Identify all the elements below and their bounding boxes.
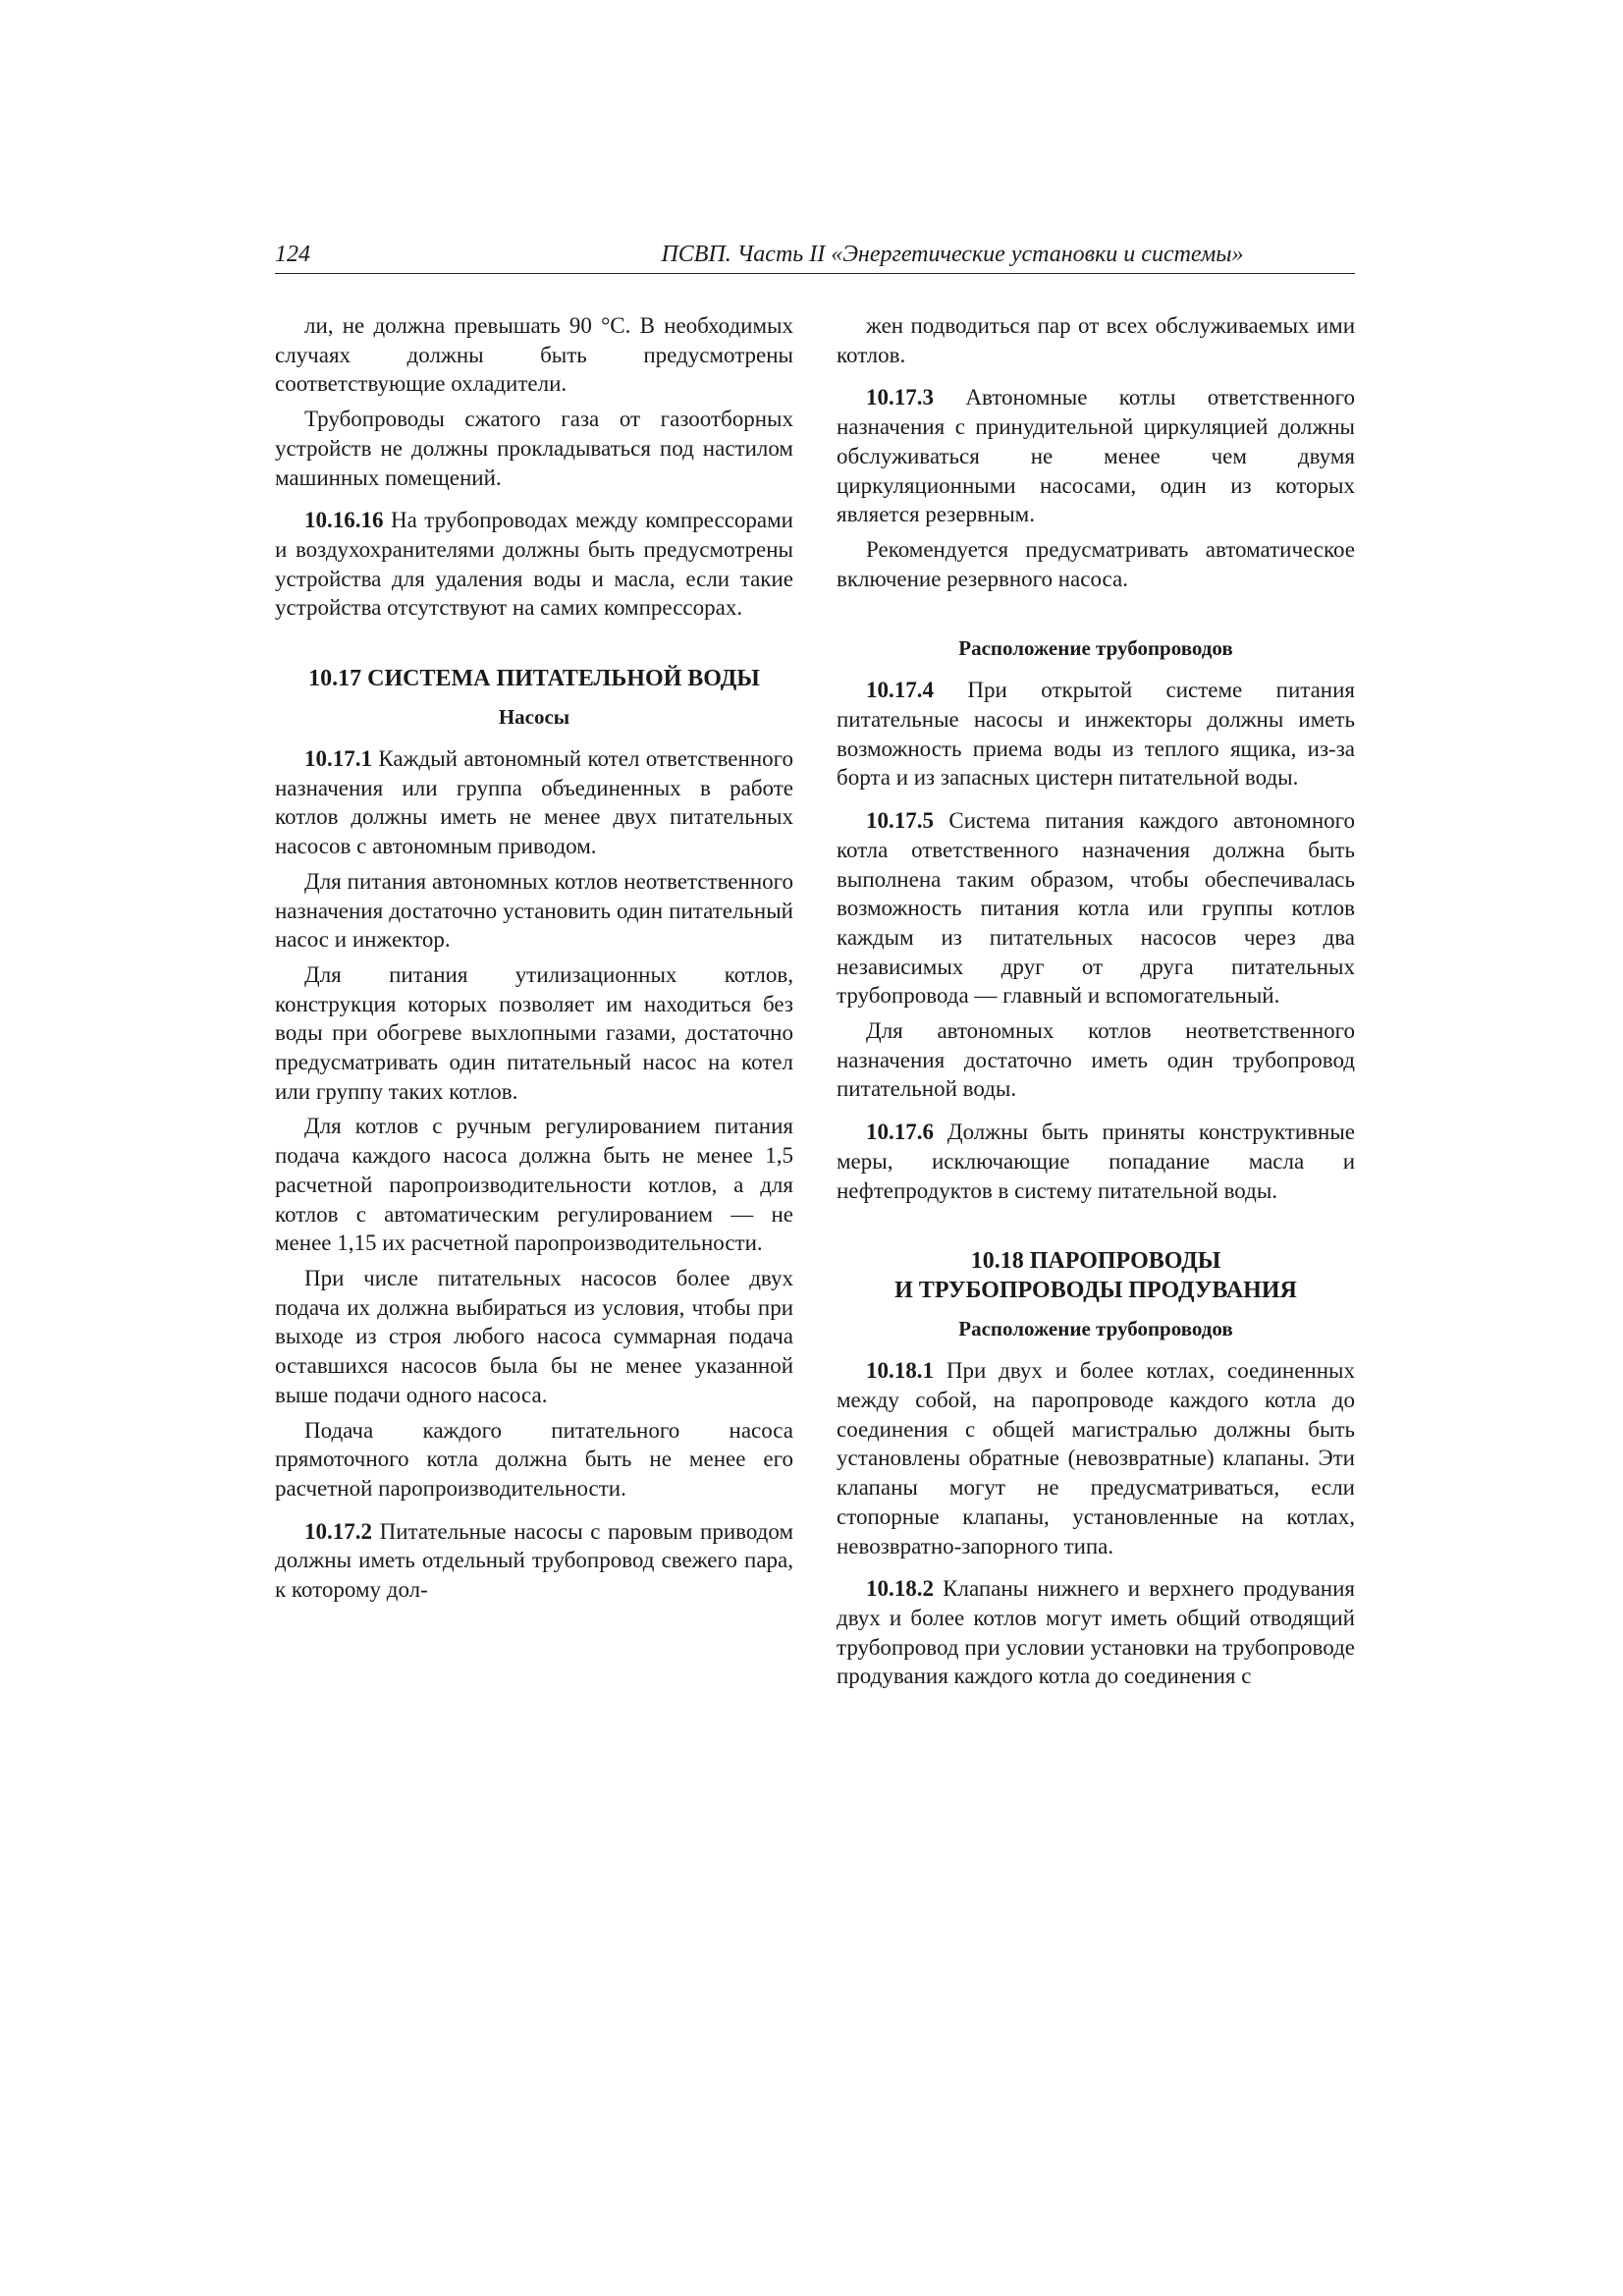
clause-10-17-2 [275, 1517, 793, 1605]
subsection-heading: Расположение трубопроводов [958, 636, 1233, 661]
clause-number: 10.18.2 [866, 1576, 934, 1602]
section-heading: 10.17 СИСТЕМА ПИТАТЕЛЬНОЙ ВОДЫ [308, 666, 760, 692]
subsection-heading: Расположение трубопроводов [958, 1317, 1233, 1341]
clause-10-16-16 [275, 506, 793, 623]
clause-number: 10.18.1 [866, 1358, 934, 1384]
paragraph: При числе питательных насосов более двух подача их должна выбираться из условия, чтобы при выходе из строя любого насоса суммарная подача оставшихся насосов была бы не менее указанной выше подачи одного насоса. [275, 1265, 793, 1407]
clause-text: Система питания каждого автономного котла ответственного назначения должна быть выполнена таким образом, чтобы обеспечивалась возможность питания котла или группы котлов каждым из питательных насосов через два независимых друг от друга питательных трубопровода — главный и вспомогательный. [837, 808, 1355, 1009]
clause-number: 10.17.3 [866, 385, 934, 410]
running-header [275, 242, 1355, 274]
clause-10-18-2 [837, 1574, 1355, 1691]
clause-10-17-5 [837, 806, 1355, 1011]
clause-number: 10.17.5 [866, 808, 934, 834]
page-number: 124 [275, 242, 310, 267]
clause-text: Каждый автономный котел ответственного назначения или группа объединенных в работе котлов должны иметь не менее двух питательных насосов с автономным приводом. [275, 746, 793, 859]
paragraph: Подача каждого питательного насоса прямоточного котла должна быть не менее его расчетной паропроизводительности. [275, 1417, 793, 1501]
paragraph: Для автономных котлов неответственного назначения достаточно иметь один трубопровод питательной воды. [837, 1018, 1355, 1102]
left-column [275, 311, 793, 1611]
clause-number: 10.16.16 [304, 508, 384, 533]
paragraph: Рекомендуется предусматривать автоматическое включение резервного насоса. [837, 536, 1355, 591]
clause-text: Автономные котлы ответственного назначения с принудительной циркуляцией должны обслуживаться не менее чем двумя циркуляционными насосами, один из которых является резервным. [837, 385, 1355, 527]
clause-number: 10.17.2 [304, 1518, 372, 1544]
section-heading [837, 1246, 1355, 1305]
paragraph: Для питания утилизационных котлов, конструкция которых позволяет им находиться без воды при обогреве выхлопными газами, достаточно предусматривать один питательный насос на котел или группу таких котлов. [275, 961, 793, 1104]
paragraph: жен подводиться пар от всех обслуживаемых ими котлов. [837, 313, 1355, 367]
clause-number: 10.17.1 [304, 746, 372, 772]
subsection-heading: Насосы [498, 705, 570, 730]
right-column [837, 311, 1355, 1697]
clause-text: Должны быть приняты конструктивные меры, исключающие попадание масла и нефтепродуктов в систему питательной воды. [837, 1120, 1355, 1203]
clause-10-17-4 [837, 676, 1355, 793]
clause-text: При открытой системе питания питательные насосы и инжекторы должны иметь возможность приема воды из теплого ящика, из-за борта и из запасных цистерн питательной воды. [837, 678, 1355, 791]
clause-text: При двух и более котлах, соединенных между собой, на паропроводе каждого котла до соединения с общей магистралью должны быть установлены обратные (невозвратные) клапаны. Эти клапаны могут не предусматриваться, если стопорные клапаны, установленные на котлах, невозвратно-запорного типа. [837, 1358, 1355, 1558]
clause-number: 10.17.6 [866, 1120, 934, 1145]
clause-10-18-1 [837, 1356, 1355, 1560]
clause-10-17-1 [275, 744, 793, 861]
clause-number: 10.17.4 [866, 678, 934, 703]
clause-text: Клапаны нижнего и верхнего продувания двух и более котлов могут иметь общий отводящий трубопровод при условии установки на трубопроводе продувания каждого котла до соединения с [837, 1576, 1355, 1689]
clause-10-17-6 [837, 1118, 1355, 1205]
clause-10-17-3 [837, 383, 1355, 529]
paragraph: Трубопроводы сжатого газа от газоотборных устройств не должны прокладываться под настилом машинных помещений. [275, 407, 793, 490]
section-heading-line: И ТРУБОПРОВОДЫ ПРОДУВАНИЯ [894, 1278, 1297, 1304]
clause-text: Питательные насосы с паровым приводом должны иметь отдельный трубопровод свежего пара, к которому дол- [275, 1518, 793, 1603]
paragraph: Для котлов с ручным регулированием питания подача каждого насоса должна быть не менее 1,5 расчетной паропроизводительности котлов, а для котлов с автоматическим регулированием — не менее 1,15 их расчетной паропроизводительности. [275, 1114, 793, 1256]
paragraph: Для питания автономных котлов неответственного назначения достаточно установить один питательный насос и инжектор. [275, 868, 793, 953]
section-heading-line: 10.18 ПАРОПРОВОДЫ [970, 1248, 1221, 1275]
paragraph: ли, не должна превышать 90 °С. В необходимых случаях должны быть предусмотрены соответствующие охладители. [275, 313, 793, 397]
running-title: ПСВП. Часть II «Энергетические установки и системы» [661, 242, 1244, 267]
clause-text: На трубопроводах между компрессорами и воздухохранителями должны быть предусмотрены устройства для удаления воды и масла, если такие устройства отсутствуют на самих компрессорах. [275, 508, 793, 621]
